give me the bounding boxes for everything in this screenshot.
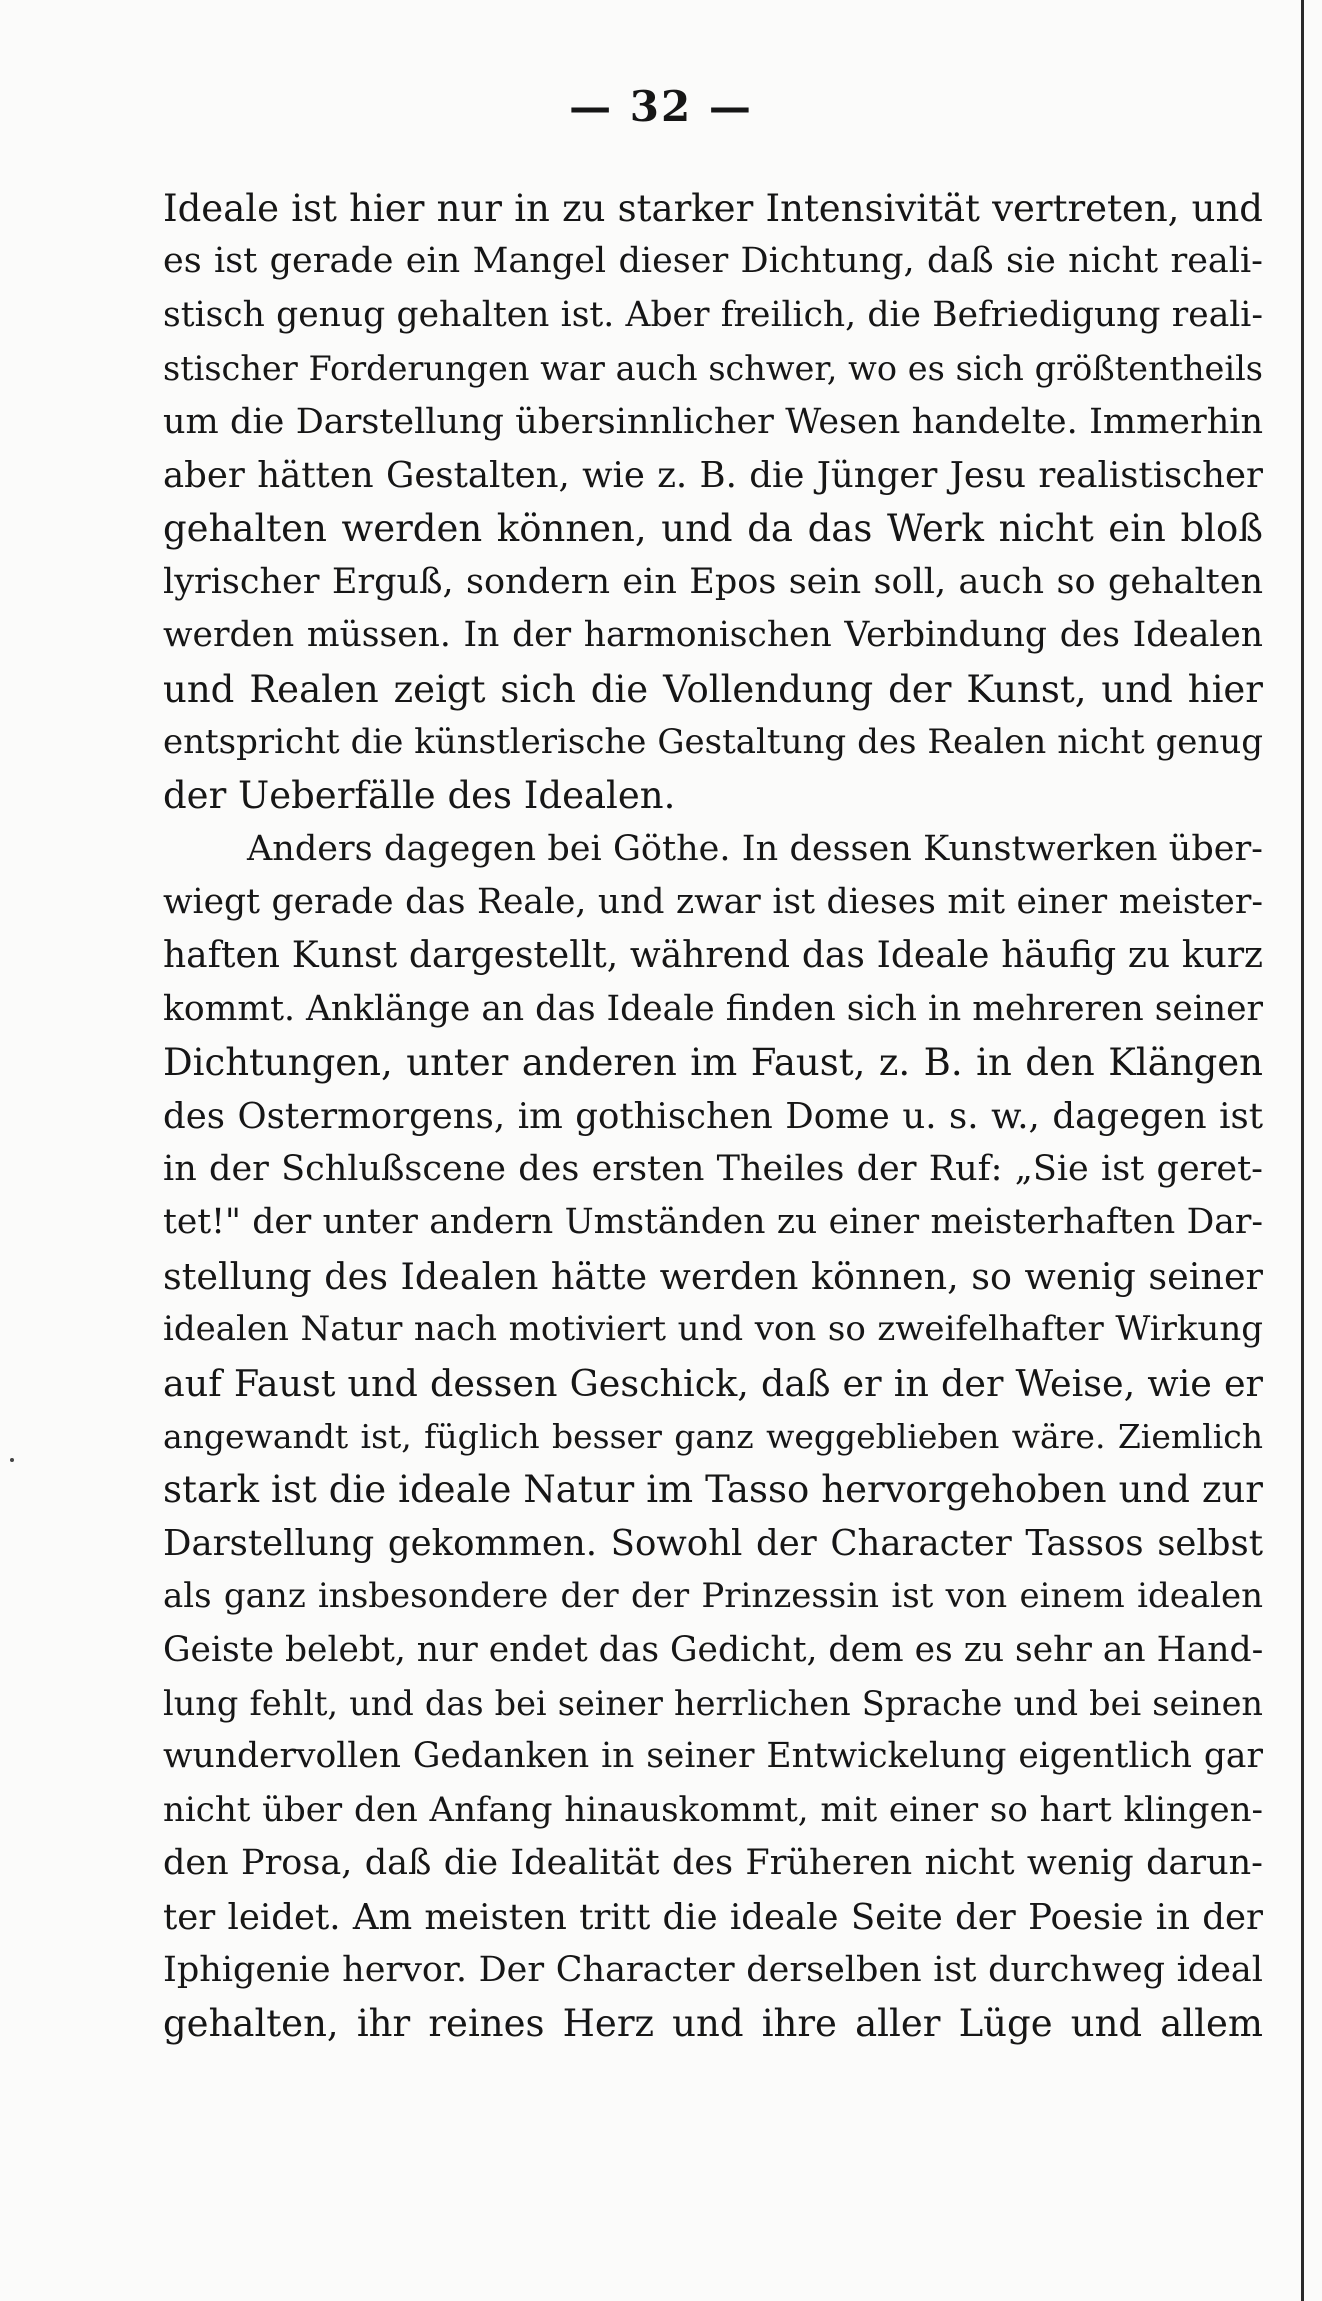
text-line: werden müssen. In der harmonischen Verbindung des Idealen <box>163 615 1263 656</box>
text-line: wundervollen Gedanken in seiner Entwickelung eigentlich gar <box>163 1736 1263 1777</box>
text-line: stellung des Idealen hätte werden können, so wenig seiner <box>163 1254 1263 1298</box>
text-line: Darstellung gekommen. Sowohl der Character Tassos selbst <box>163 1522 1263 1564</box>
paragraph-start-line: Anders dagegen bei Göthe. In dessen Kunstwerken über- <box>247 828 1263 869</box>
text-line: Ideale ist hier nur in zu starker Intensivität vertreten, und <box>163 187 1263 230</box>
text-line: in der Schlußscene des ersten Theiles der Ruf: „Sie ist geret- <box>163 1149 1263 1190</box>
body-text <box>163 182 1263 2051</box>
page-number: — 32 — <box>569 82 753 131</box>
text-line: auf Faust und dessen Geschick, daß er in der Weise, wie er <box>163 1361 1263 1405</box>
text-line: den Prosa, daß die Idealität des Früheren nicht wenig darun- <box>163 1843 1263 1884</box>
text-line: gehalten werden können, und da das Werk nicht ein bloß <box>163 507 1263 551</box>
text-line: lyrischer Erguß, sondern ein Epos sein soll, auch so gehalten <box>163 561 1263 602</box>
text-line: als ganz insbesondere der der Prinzessin ist von einem idealen <box>163 1576 1263 1617</box>
text-line: nicht über den Anfang hinauskommt, mit einer so hart klingen- <box>163 1789 1263 1830</box>
text-line: lung fehlt, und das bei seiner herrlichen Sprache und bei seinen <box>163 1683 1263 1723</box>
text-line: stischer Forderungen war auch schwer, wo es sich größtentheils <box>163 349 1263 389</box>
text-line: kommt. Anklänge an das Ideale finden sich in mehreren seiner <box>163 988 1263 1029</box>
text-line: es ist gerade ein Mangel dieser Dichtung, daß sie nicht reali- <box>163 241 1263 282</box>
text-line: und Realen zeigt sich die Vollendung der Kunst, und hier <box>163 667 1263 711</box>
text-line: gehalten, ihr reines Herz und ihre aller Lüge und allem <box>163 2002 1263 2046</box>
text-line: wiegt gerade das Reale, und zwar ist dieses mit einer meister- <box>163 882 1263 923</box>
text-line: des Ostermorgens, im gothischen Dome u. s. w., dagegen ist <box>163 1095 1263 1137</box>
text-line: angewandt ist, füglich besser ganz weggeblieben wäre. Ziemlich <box>163 1416 1263 1456</box>
text-line: haften Kunst dargestellt, während das Ideale häufig zu kurz <box>163 935 1263 977</box>
text-line: ter leidet. Am meisten tritt die ideale Seite der Poesie in der <box>163 1896 1263 1938</box>
print-speck <box>10 1458 14 1462</box>
text-line: aber hätten Gestalten, wie z. B. die Jünger Jesu realistischer <box>163 454 1263 496</box>
text-line: tet!" der unter andern Umständen zu einer meisterhaften Dar- <box>163 1202 1263 1243</box>
text-line: Dichtungen, unter anderen im Faust, z. B. in den Klängen <box>163 1041 1263 1085</box>
text-line: um die Darstellung übersinnlicher Wesen handelte. Immerhin <box>163 401 1263 442</box>
text-line: entspricht die künstlerische Gestaltung des Realen nicht genug <box>163 721 1263 762</box>
text-line: der Ueberfälle des Idealen. <box>163 774 676 818</box>
text-line: idealen Natur nach motiviert und von so zweifelhafter Wirkung <box>163 1309 1263 1350</box>
text-line: Iphigenie hervor. Der Character derselben ist durchweg ideal <box>163 1949 1263 1990</box>
text-line: stisch genug gehalten ist. Aber freilich, die Befriedigung reali- <box>163 294 1263 335</box>
text-line: Geiste belebt, nur endet das Gedicht, dem es zu sehr an Hand- <box>163 1629 1263 1670</box>
text-line: stark ist die ideale Natur im Tasso hervorgehoben und zur <box>163 1468 1263 1512</box>
